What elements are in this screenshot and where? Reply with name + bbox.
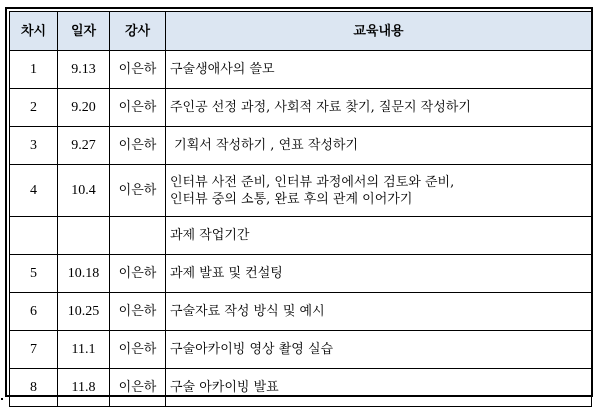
instructor-cell: 이은하 [110,369,166,407]
instructor-cell: 이은하 [110,165,166,217]
table-row [10,217,592,255]
content-line: 과제 발표 및 컨설팅 [170,266,283,281]
session-cell: 6 [10,293,58,331]
session-cell: 5 [10,255,58,293]
session-cell: 8 [10,369,58,407]
instructor-cell: 이은하 [110,255,166,293]
session-cell: 2 [10,89,58,127]
content-line: 구술 아카이빙 발표 [170,380,279,395]
date-cell: 9.13 [58,51,110,89]
session-cell: 1 [10,51,58,89]
content-cell [166,293,592,331]
content-cell [166,369,592,407]
content-line: 기획서 작성하기 , 연표 작성하기 [170,138,359,153]
content-cell [166,217,592,255]
date-cell: 10.25 [58,293,110,331]
date-cell: 10.18 [58,255,110,293]
header-session: 차시 [10,12,58,51]
content-line: 과제 작업기간 [170,228,250,243]
instructor-cell [110,217,166,255]
schedule-table [9,11,592,407]
header-date: 일자 [58,12,110,51]
table-row [10,165,592,217]
table-row [10,127,592,165]
content-line: 인터뷰 사전 준비, 인터뷰 과정에서의 검토와 준비, [170,174,455,190]
header-row [10,12,592,51]
date-cell: 9.27 [58,127,110,165]
content-cell [166,127,592,165]
date-cell [58,217,110,255]
session-cell: 3 [10,127,58,165]
content-cell [166,51,592,89]
date-cell: 10.4 [58,165,110,217]
content-line: 구술자료 작성 방식 및 예시 [170,304,325,319]
date-cell: 11.8 [58,369,110,407]
content-line: 주인공 선정 과정, 사회적 자료 찾기, 질문지 작성하기 [170,100,471,115]
session-cell [10,217,58,255]
instructor-cell: 이은하 [110,51,166,89]
instructor-cell: 이은하 [110,293,166,331]
content-line: 구술생애사의 쓸모 [170,62,275,77]
table-row [10,51,592,89]
table-row [10,293,592,331]
instructor-cell: 이은하 [110,331,166,369]
session-cell: 7 [10,331,58,369]
content-cell [166,89,592,127]
instructor-cell: 이은하 [110,127,166,165]
content-line: 구술아카이빙 영상 촬영 실습 [170,342,334,357]
header-content: 교육내용 [166,12,592,51]
table-row [10,255,592,293]
table-row [10,369,592,407]
content-cell [166,331,592,369]
date-cell: 9.20 [58,89,110,127]
date-cell: 11.1 [58,331,110,369]
instructor-cell: 이은하 [110,89,166,127]
session-cell: 4 [10,165,58,217]
header-instructor: 강사 [110,12,166,51]
content-line: 인터뷰 중의 소통, 완료 후의 관계 이어가기 [170,191,413,207]
table-row [10,89,592,127]
content-cell [166,255,592,293]
content-cell [166,165,592,217]
table-row [10,331,592,369]
stray-mark [1,398,3,400]
